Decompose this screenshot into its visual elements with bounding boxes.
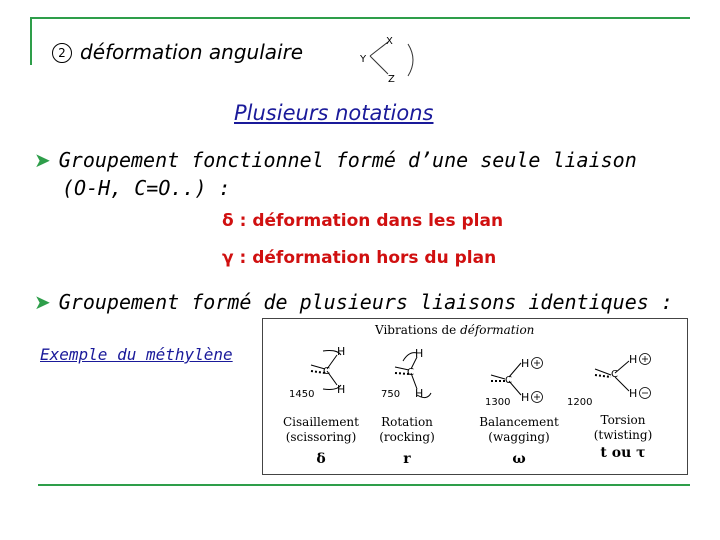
atom-h-bottom: H [629, 387, 638, 400]
frame-top-line [30, 17, 690, 19]
atom-c: C [323, 366, 330, 377]
bullet-1-line-2: (O-H, C=O..) : [62, 176, 231, 200]
freq-scissoring: 1450 [289, 389, 315, 400]
section-title [52, 40, 303, 64]
symbol-wagging: ω [512, 451, 526, 467]
freq-twisting: 1200 [567, 397, 593, 408]
symbol-twisting: t ou τ [600, 445, 646, 461]
diagram-label-z: Z [388, 74, 395, 85]
panel-title [375, 323, 534, 337]
name-rocking [359, 415, 455, 445]
symbol-rocking: r [403, 451, 411, 467]
atom-c: C [611, 369, 618, 380]
notation-gamma-symbol: γ [222, 248, 234, 268]
panel-title-italic: déformation [460, 323, 535, 337]
arrow-bullet-icon: ➤ [34, 148, 51, 172]
subtitle: Plusieurs notations [234, 101, 434, 125]
atom-h-bottom: H [521, 391, 530, 404]
bullet-1-line-1: Groupement fonctionnel formé d’une seule liaison [58, 148, 637, 172]
angle-diagram [358, 30, 420, 90]
frame-bottom-line [38, 484, 690, 486]
name-twisting-fr: Torsion [600, 413, 646, 427]
name-wagging-en: (wagging) [488, 430, 550, 444]
notation-gamma-text: : déformation hors du plan [239, 248, 497, 268]
bullet-single-bond [34, 148, 637, 172]
freq-rocking: 750 [381, 389, 401, 400]
deformation-vibrations-panel [262, 318, 688, 475]
atom-h-bottom: H [415, 387, 424, 400]
molecule-scissoring [293, 345, 393, 415]
name-scissoring-fr: Cisaillement [283, 415, 359, 429]
name-rocking-fr: Rotation [381, 415, 433, 429]
atom-c: C [505, 375, 512, 386]
notation-delta [222, 211, 503, 231]
name-twisting [573, 413, 673, 443]
molecule-rocking [383, 345, 483, 415]
diagram-label-y: Y [360, 54, 367, 65]
section-title-text: déformation angulaire [80, 40, 304, 64]
name-scissoring [271, 415, 371, 445]
bullet-2-line-1: Groupement formé de plusieurs liaisons identiques : [58, 290, 673, 314]
notation-gamma [222, 248, 496, 268]
name-wagging-fr: Balancement [479, 415, 559, 429]
arrow-bullet-icon: ➤ [34, 290, 51, 314]
section-number: 2 [52, 43, 72, 63]
example-label: Exemple du méthylène [40, 345, 233, 364]
name-rocking-en: (rocking) [379, 430, 435, 444]
atom-h-top: H [521, 357, 530, 370]
frame-left-line [30, 17, 32, 65]
name-twisting-en: (twisting) [593, 428, 653, 442]
symbol-scissoring: δ [316, 451, 326, 467]
notation-delta-symbol: δ [222, 211, 234, 231]
atom-h-bottom: H [337, 383, 346, 396]
atom-c: C [407, 367, 414, 378]
bullet-multiple-bonds [34, 290, 673, 314]
atom-h-top: H [337, 345, 346, 358]
notation-delta-text: : déformation dans les plan [239, 211, 504, 231]
atom-h-top: H [629, 353, 638, 366]
name-scissoring-en: (scissoring) [285, 430, 357, 444]
name-wagging [469, 415, 569, 445]
panel-title-prefix: Vibrations de [375, 323, 457, 337]
atom-h-top: H [415, 347, 424, 360]
molecule-twisting [589, 345, 689, 415]
freq-wagging: 1300 [485, 397, 511, 408]
diagram-label-x: X [386, 36, 393, 47]
